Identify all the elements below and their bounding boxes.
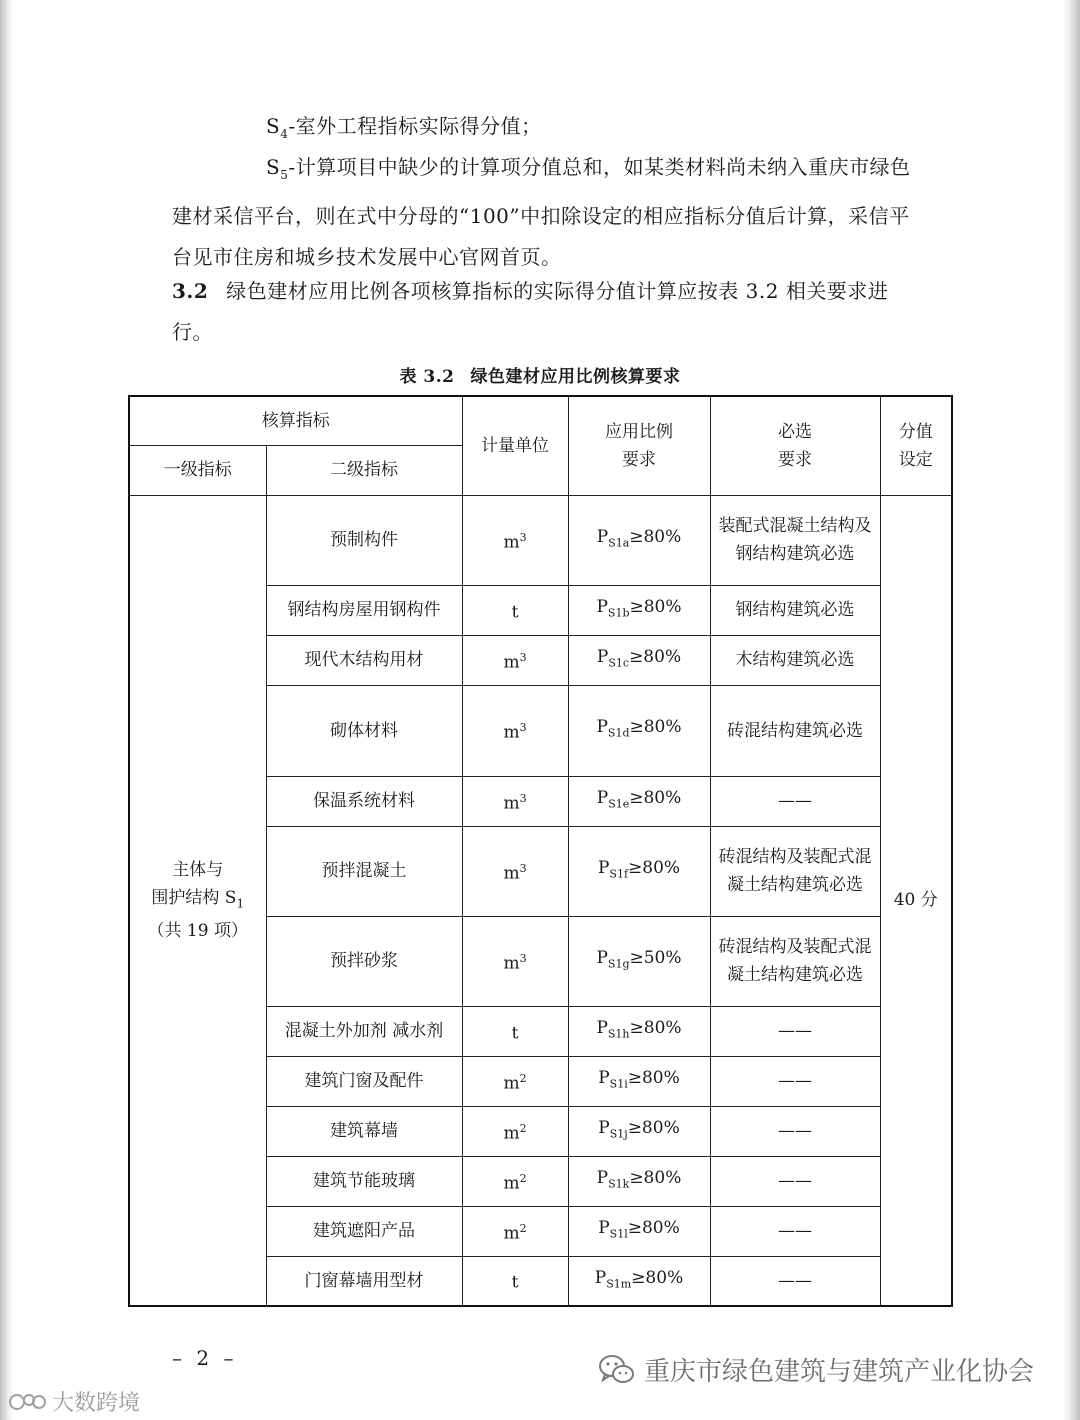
row-unit — [462, 635, 568, 685]
row-name: 建筑门窗及配件 — [266, 1056, 462, 1106]
unit-base: m — [503, 652, 520, 673]
unit-base: t — [511, 1273, 519, 1294]
row-ratio — [568, 916, 710, 1006]
row-requirement: 钢结构建筑必选 — [710, 585, 880, 635]
row-requirement: —— — [710, 1156, 880, 1206]
header-level1: 一级指标 — [129, 445, 266, 495]
row-unit — [462, 1056, 568, 1106]
unit-base: m — [503, 722, 520, 743]
unit-base: m — [503, 1073, 520, 1094]
unit-exp: 3 — [519, 530, 527, 544]
row-ratio — [568, 1006, 710, 1056]
watermark-brand-text: 大数跨境 — [52, 1391, 141, 1416]
ratio-subscript: S1m — [606, 1276, 632, 1290]
unit-base: m — [503, 863, 520, 884]
ratio-symbol: P — [598, 1217, 610, 1238]
table-caption-number: 表 3.2 — [399, 367, 455, 387]
ratio-subscript: S1k — [608, 1177, 630, 1191]
table-caption-title: 绿色建材应用比例核算要求 — [470, 367, 681, 387]
ratio-subscript: S1e — [608, 797, 630, 811]
unit-base: t — [511, 602, 519, 623]
green-material-table — [128, 395, 953, 1307]
s5-definition — [172, 147, 912, 278]
row-requirement: —— — [710, 1256, 880, 1306]
header-unit: 计量单位 — [462, 396, 568, 495]
ratio-symbol: P — [598, 1117, 610, 1138]
row-unit — [462, 585, 568, 635]
row-name: 预拌砂浆 — [266, 916, 462, 1006]
ratio-value: ≥80% — [629, 596, 682, 617]
row-ratio — [568, 585, 710, 635]
table-caption — [0, 362, 1080, 387]
ratio-value: ≥80% — [628, 857, 681, 878]
ratio-value: ≥80% — [629, 526, 682, 547]
unit-base: m — [503, 1223, 520, 1244]
row-ratio — [568, 685, 710, 776]
row-unit — [462, 495, 568, 585]
row-unit — [462, 1006, 568, 1056]
ratio-value: ≥80% — [629, 1167, 682, 1188]
unit-base: m — [503, 1173, 520, 1194]
row-name: 现代木结构用材 — [266, 635, 462, 685]
section-number: 3.2 — [172, 279, 209, 303]
header-mandatory — [710, 396, 880, 495]
section-text: 绿色建材应用比例各项核算指标的实际得分值计算应按表 3.2 相关要求进行。 — [172, 279, 889, 344]
row-requirement: 木结构建筑必选 — [710, 635, 880, 685]
brand-logo-icon — [8, 1390, 48, 1414]
group-line1: 主体与 — [172, 859, 224, 880]
ratio-value: ≥50% — [629, 947, 682, 968]
row-ratio — [568, 635, 710, 685]
row-ratio — [568, 1106, 710, 1156]
ratio-subscript: S1g — [607, 957, 630, 971]
row-name: 建筑幕墙 — [266, 1106, 462, 1156]
ratio-symbol: P — [594, 1267, 607, 1288]
row-ratio — [568, 1156, 710, 1206]
ratio-subscript: S1c — [608, 656, 630, 670]
ratio-subscript: S1j — [609, 1127, 628, 1141]
row-name: 建筑节能玻璃 — [266, 1156, 462, 1206]
ratio-symbol: P — [596, 717, 608, 738]
unit-exp: 2 — [519, 1071, 527, 1085]
ratio-symbol: P — [596, 1017, 608, 1038]
row-name: 预制构件 — [266, 495, 462, 585]
row-ratio — [568, 826, 710, 916]
page-number: – 2 – — [172, 1346, 238, 1370]
row-name: 预拌混凝土 — [266, 826, 462, 916]
section-3-2 — [172, 271, 912, 353]
header-level2: 二级指标 — [266, 445, 462, 495]
row-requirement: 装配式混凝土结构及钢结构建筑必选 — [710, 495, 880, 585]
row-requirement: —— — [710, 776, 880, 826]
ratio-symbol: P — [596, 1167, 609, 1188]
header-score — [880, 396, 952, 495]
header-ratio — [568, 396, 710, 495]
row-name: 门窗幕墙用型材 — [266, 1256, 462, 1306]
unit-exp: 2 — [519, 1171, 527, 1185]
unit-exp: 3 — [519, 861, 527, 875]
row-requirement: 砖混结构及装配式混凝土结构建筑必选 — [710, 826, 880, 916]
unit-base: m — [503, 793, 520, 814]
ratio-value: ≥80% — [627, 1117, 680, 1138]
row-ratio — [568, 495, 710, 585]
row-requirement: —— — [710, 1206, 880, 1256]
header-score-line1: 分值 — [898, 421, 933, 442]
row-unit — [462, 1106, 568, 1156]
group-cell — [129, 495, 266, 1306]
unit-base: m — [503, 532, 520, 553]
header-mandatory-line2: 要求 — [778, 449, 812, 470]
row-requirement: —— — [710, 1106, 880, 1156]
s4-subscript: 4 — [280, 127, 289, 141]
ratio-subscript: S1h — [607, 1027, 630, 1041]
row-requirement: 砖混结构及装配式混凝土结构建筑必选 — [710, 916, 880, 1006]
unit-base: m — [503, 1123, 520, 1144]
row-unit — [462, 826, 568, 916]
ratio-value: ≥80% — [629, 646, 682, 667]
unit-exp: 3 — [519, 951, 527, 965]
row-unit — [462, 1256, 568, 1306]
unit-exp: 2 — [519, 1121, 527, 1135]
table-row — [129, 495, 952, 585]
table-header-row — [129, 396, 952, 445]
group-line3: （共 19 项） — [147, 920, 248, 941]
score-cell: 40 分 — [880, 495, 952, 1306]
row-requirement: —— — [710, 1056, 880, 1106]
ratio-symbol: P — [596, 947, 608, 968]
row-name: 建筑遮阳产品 — [266, 1206, 462, 1256]
header-indicator: 核算指标 — [129, 396, 462, 445]
ratio-subscript: S1i — [609, 1077, 628, 1091]
ratio-symbol: P — [596, 526, 609, 547]
ratio-subscript: S1d — [607, 726, 630, 740]
row-name: 砌体材料 — [266, 685, 462, 776]
ratio-value: ≥80% — [627, 1217, 680, 1238]
header-ratio-line1: 应用比例 — [605, 421, 673, 442]
wechat-icon — [598, 1353, 636, 1387]
ratio-symbol: P — [596, 596, 608, 617]
watermark-association — [598, 1351, 1034, 1388]
header-ratio-line2: 要求 — [622, 449, 656, 470]
row-unit — [462, 1206, 568, 1256]
ratio-symbol: P — [596, 787, 609, 808]
row-name: 混凝土外加剂 减水剂 — [266, 1006, 462, 1056]
row-requirement: —— — [710, 1006, 880, 1056]
header-score-line2: 设定 — [898, 449, 933, 470]
ratio-subscript: S1b — [607, 606, 630, 620]
row-unit — [462, 776, 568, 826]
row-ratio — [568, 776, 710, 826]
s5-subscript: 5 — [280, 168, 289, 182]
unit-exp: 3 — [519, 791, 527, 805]
unit-base: t — [511, 1023, 519, 1044]
row-ratio — [568, 1056, 710, 1106]
ratio-subscript: S1a — [608, 536, 630, 550]
group-line2: 围护结构 S — [151, 887, 237, 908]
header-mandatory-line1: 必选 — [778, 421, 812, 442]
ratio-symbol: P — [596, 646, 609, 667]
row-name: 保温系统材料 — [266, 776, 462, 826]
s5-text: -计算项目中缺少的计算项分值总和，如某类材料尚未纳入重庆市绿色建材采信平台，则在式中分母的“100”中扣除设定的相应指标分值后计算，采信平台见市住房和城乡技术发展中心官网首页。 — [172, 155, 911, 269]
row-requirement: 砖混结构建筑必选 — [710, 685, 880, 776]
row-ratio — [568, 1206, 710, 1256]
page-edge-left — [0, 0, 14, 1420]
row-unit — [462, 916, 568, 1006]
ratio-subscript: S1f — [609, 867, 629, 881]
watermark-brand — [8, 1386, 140, 1417]
row-name: 钢结构房屋用钢构件 — [266, 585, 462, 635]
ratio-symbol: P — [597, 857, 610, 878]
row-unit — [462, 1156, 568, 1206]
unit-exp: 2 — [519, 1221, 527, 1235]
ratio-symbol: P — [598, 1067, 610, 1088]
group-subscript: 1 — [236, 895, 245, 910]
page-edge-right — [1062, 0, 1080, 1420]
row-unit — [462, 685, 568, 776]
unit-exp: 3 — [519, 650, 527, 664]
s4-symbol: S — [266, 114, 281, 138]
s4-text: -室外工程指标实际得分值； — [288, 114, 542, 138]
unit-exp: 3 — [519, 721, 527, 735]
row-ratio — [568, 1256, 710, 1306]
ratio-subscript: S1l — [609, 1227, 628, 1241]
ratio-value: ≥80% — [629, 717, 682, 738]
ratio-value: ≥80% — [631, 1267, 684, 1288]
ratio-value: ≥80% — [629, 787, 682, 808]
ratio-value: ≥80% — [629, 1017, 682, 1038]
s5-symbol: S — [266, 155, 281, 179]
watermark-association-text: 重庆市绿色建筑与建筑产业化协会 — [644, 1357, 1035, 1387]
unit-base: m — [503, 953, 520, 974]
ratio-value: ≥80% — [627, 1067, 680, 1088]
